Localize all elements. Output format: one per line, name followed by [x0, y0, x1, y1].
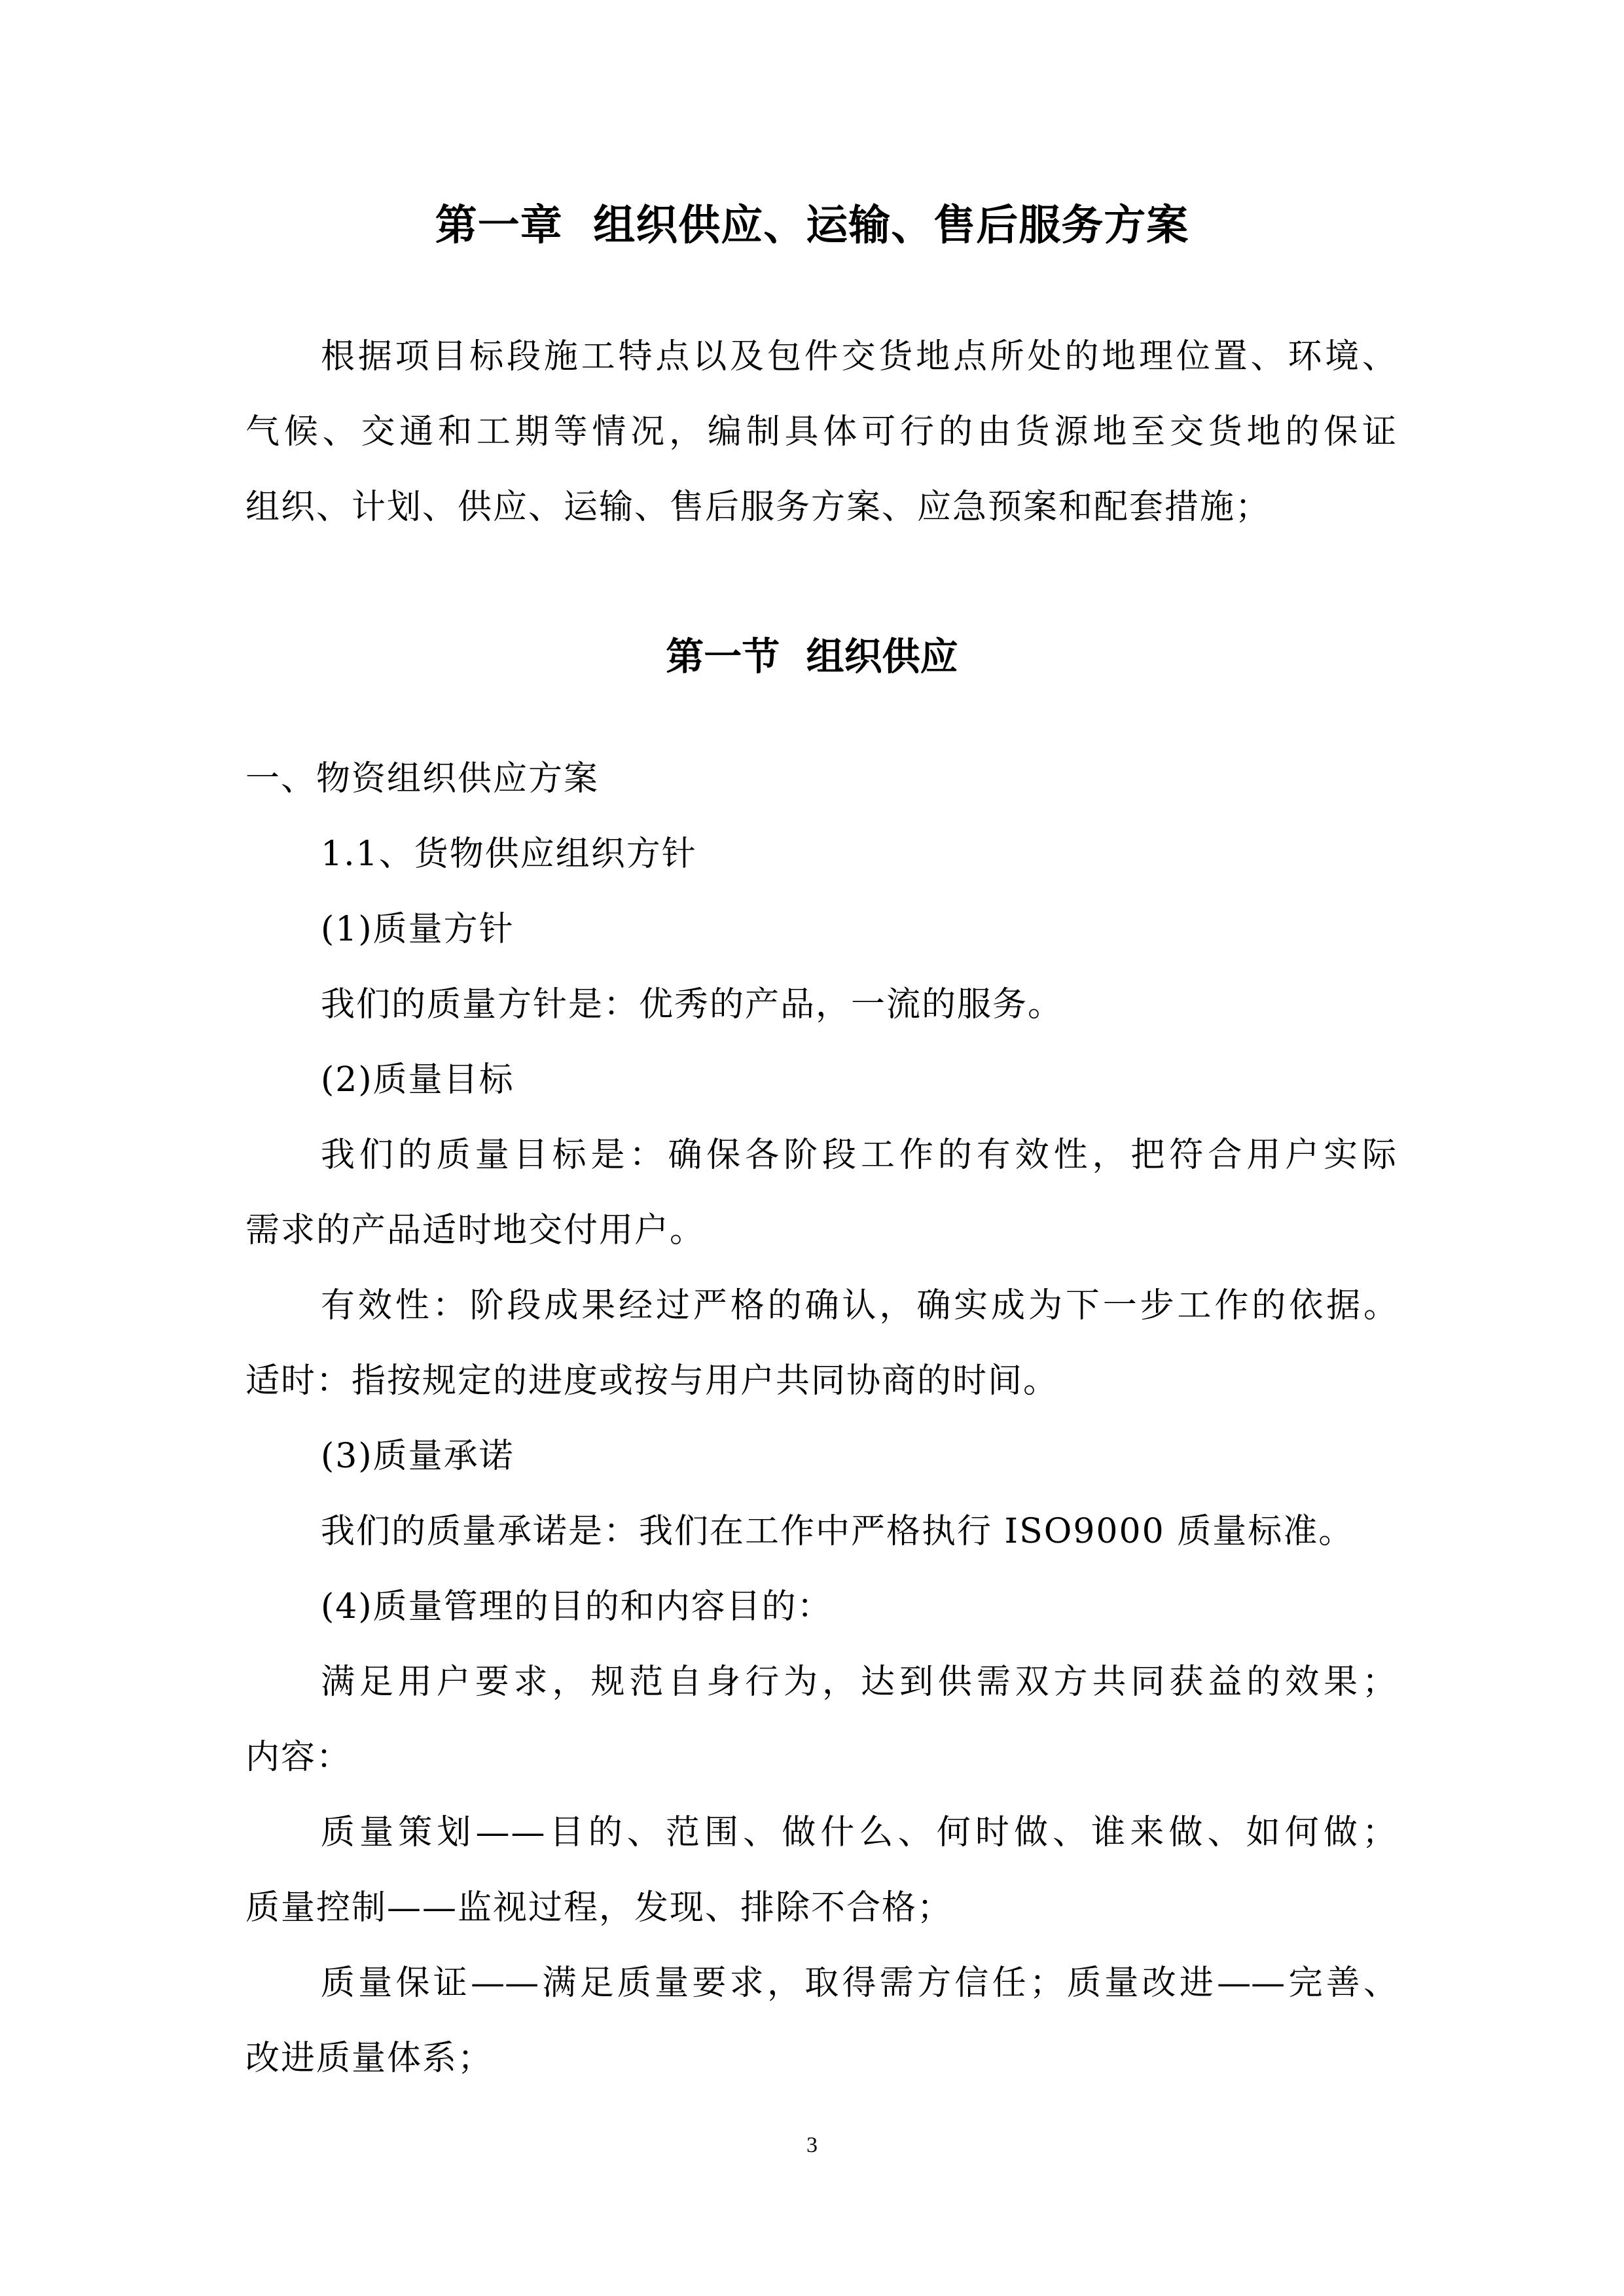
paragraph-line: 我们的质量方针是：优秀的产品，一流的服务。 — [321, 985, 1064, 1024]
page-number: 3 — [806, 2133, 818, 2157]
section-title: 第一节 组织供应 — [666, 634, 958, 679]
chapter-title: 第一章 组织供应、运输、售后服务方案 — [435, 202, 1189, 250]
paragraph-line: 有效性：阶段成果经过严格的确认，确实成为下一步工作的依据。 — [321, 1286, 1398, 1325]
paragraph-line: 质量策划——目的、范围、做什么、何时做、谁来做、如何做； — [321, 1813, 1398, 1852]
paragraph-line: 满足用户要求，规范自身行为，达到供需双方共同获益的效果； — [321, 1662, 1398, 1702]
subheading-quality-management: (4)质量管理的目的和内容目的： — [321, 1587, 833, 1626]
subheading-quality-commitment: (3)质量承诺 — [321, 1437, 514, 1476]
subheading-quality-policy: (1)质量方针 — [321, 910, 514, 949]
paragraph-line: 质量保证——满足质量要求，取得需方信任；质量改进——完善、 — [321, 1964, 1398, 2003]
heading-level-1: 一、物资组织供应方案 — [245, 759, 600, 798]
heading-level-2: 1.1、货物供应组织方针 — [321, 834, 697, 874]
paragraph-line: 我们的质量承诺是：我们在工作中严格执行 ISO9000 质量标准。 — [321, 1512, 1354, 1551]
intro-paragraph-line: 根据项目标段施工特点以及包件交货地点所处的地理位置、环境、 — [321, 337, 1398, 376]
paragraph-line: 我们的质量目标是：确保各阶段工作的有效性，把符合用户实际 — [321, 1136, 1398, 1175]
paragraph-line: 适时：指按规定的进度或按与用户共同协商的时间。 — [245, 1361, 1059, 1401]
intro-paragraph-line: 组织、计划、供应、运输、售后服务方案、应急预案和配套措施； — [245, 488, 1271, 527]
paragraph-line: 质量控制——监视过程，发现、排除不合格； — [245, 1888, 953, 1928]
intro-paragraph-line: 气候、交通和工期等情况，编制具体可行的由货源地至交货地的保证 — [245, 412, 1398, 452]
paragraph-line: 需求的产品适时地交付用户。 — [245, 1211, 706, 1250]
subheading-quality-goal: (2)质量目标 — [321, 1060, 514, 1100]
paragraph-line: 改进质量体系； — [245, 2039, 494, 2078]
paragraph-line: 内容： — [245, 1738, 352, 1777]
